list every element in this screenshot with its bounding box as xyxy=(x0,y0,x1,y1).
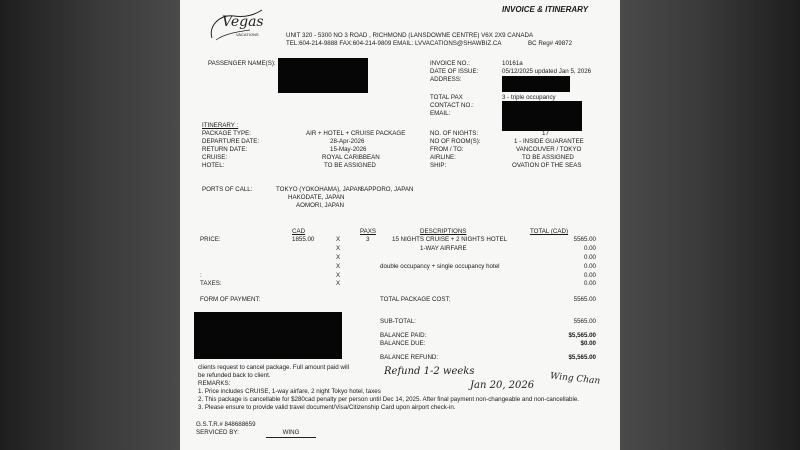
cancellation-note: clients request to cancel package. Full amount paid will xyxy=(198,364,349,371)
total-package-value: 5565.00 xyxy=(573,296,596,303)
multiply-mark: X xyxy=(336,263,341,270)
redacted-payment-details xyxy=(194,312,342,359)
logo-subtext: VACATIONS xyxy=(236,32,259,37)
from-to-value: VANCOUVER / TOKYO xyxy=(516,146,582,153)
company-address: UNIT 320 - 5300 NO 3 ROAD , RICHMOND (LANSDOWNE CENTRE) V6X 2X9 CANADA xyxy=(286,32,534,39)
column-paxs: PAXS xyxy=(360,228,377,235)
line-item-total: 0.00 xyxy=(583,280,596,287)
port-of-call-item: TOKYO (YOKOHAMA), JAPAN xyxy=(276,186,363,193)
company-contact: TEL:604-214-9888 FAX:604-214-9809 EMAIL: LVVACATIONS@SHAWBIZ.CA xyxy=(286,40,502,47)
document-title: INVOICE & ITINERARY xyxy=(502,5,589,14)
balance-due-value: $0.00 xyxy=(580,340,596,347)
from-to-label: FROM / TO: xyxy=(430,146,464,153)
redacted-contact xyxy=(502,101,582,131)
itinerary-heading: ITINERARY : xyxy=(202,122,239,129)
multiply-mark: X xyxy=(336,245,341,252)
cruise-value: ROYAL CARIBBEAN xyxy=(322,154,380,161)
invoice-no-value: 10161a xyxy=(502,60,523,67)
column-cad: CAD xyxy=(292,228,306,235)
email-label: EMAIL: xyxy=(430,110,451,117)
hotel-label: HOTEL: xyxy=(202,162,225,169)
line-item-total: 0.00 xyxy=(583,263,596,270)
balance-due-label: BALANCE DUE: xyxy=(380,340,426,347)
airline-label: AIRLINE: xyxy=(430,154,456,161)
serviced-by-underline xyxy=(266,437,316,438)
company-logo xyxy=(206,8,266,44)
line-item-description: 15 NIGHTS CRUISE + 2 NIGHTS HOTEL xyxy=(392,236,508,243)
background-right xyxy=(620,0,800,450)
rooms-label: NO OF ROOM(S): xyxy=(430,138,481,145)
date-issue-value: 05/12/2025 updated Jan 5, 2026 xyxy=(502,68,592,75)
subtotal-value: 5565.00 xyxy=(573,318,596,325)
handwritten-date: Jan 20, 2026 xyxy=(470,380,535,391)
invoice-document xyxy=(180,0,620,450)
cancellation-note: be refunded back to client. xyxy=(198,372,271,379)
ports-of-call-label: PORTS OF CALL: xyxy=(202,186,253,193)
nights-value: 17 xyxy=(542,130,549,137)
cruise-label: CRUISE: xyxy=(202,154,228,161)
line-item-total: 0.00 xyxy=(583,272,596,279)
balance-paid-label: BALANCE PAID: xyxy=(380,332,427,339)
package-type-value: AIR + HOTEL + CRUISE PACKAGE xyxy=(306,130,406,137)
remark-item: 1. Price includes CRUISE, 1-way airfare, 2 night Tokyo hotel, taxes xyxy=(198,388,381,395)
departure-date-value: 28-Apr-2026 xyxy=(330,138,365,145)
taxes-label: TAXES: xyxy=(200,280,222,287)
handwritten-refund-note: Refund 1-2 weeks xyxy=(384,366,475,377)
line-item-total: 5565.00 xyxy=(573,236,596,243)
background-left xyxy=(0,0,180,450)
line-item-description: double occupancy + single occupancy hotel xyxy=(380,263,500,270)
redacted-address xyxy=(502,76,570,92)
multiply-mark: X xyxy=(336,272,341,279)
price-cad: 1855.00 xyxy=(292,236,315,243)
signature: Wing Chan xyxy=(549,371,601,387)
package-type-label: PACKAGE TYPE: xyxy=(202,130,251,137)
port-of-call-item: SAPPORO, JAPAN xyxy=(360,186,414,193)
multiply-mark: X xyxy=(336,254,341,261)
remark-item: 3. Please ensure to provide valid travel document/Visa/Citizenship Card upon airport check-in. xyxy=(198,404,456,411)
total-package-label: TOTAL PACKAGE COST: xyxy=(380,296,451,303)
balance-refund-label: BALANCE REFUND: xyxy=(380,354,439,361)
remarks-label: REMARKS: xyxy=(198,380,231,387)
ship-value: OVATION OF THE SEAS xyxy=(512,162,582,169)
line-item-total: 0.00 xyxy=(583,254,596,261)
multiply-mark: X xyxy=(336,280,341,287)
invoice-no-label: INVOICE NO.: xyxy=(430,60,470,67)
redacted-passenger-name xyxy=(278,58,368,93)
return-date-label: RETURN DATE: xyxy=(202,146,248,153)
balance-paid-value: $5,565.00 xyxy=(568,332,596,339)
ship-label: SHIP: xyxy=(430,162,447,169)
total-pax-value: 3 - triple occupancy xyxy=(502,94,556,101)
port-of-call-item: HAKODATE, JAPAN xyxy=(288,194,345,201)
total-pax-label: TOTAL PAX xyxy=(430,94,463,101)
column-descriptions: DESCRIPTIONS xyxy=(420,228,467,235)
line-item-total: 0.00 xyxy=(583,245,596,252)
contact-no-label: CONTACT NO.: xyxy=(430,102,474,109)
column-total: TOTAL (CAD) xyxy=(530,228,569,235)
passenger-name-label: PASSENGER NAME(S): xyxy=(208,60,276,67)
gst-number: G.S.T.R.# 848688659 xyxy=(196,421,256,428)
blank-row-label: : xyxy=(200,272,202,279)
return-date-value: 15-May-2026 xyxy=(330,146,367,153)
line-item-description: 1-WAY AIRFARE xyxy=(420,245,467,252)
logo-text: Vegas xyxy=(222,14,264,30)
bc-registration: BC Reg# 49872 xyxy=(528,40,573,47)
airline-value: TO BE ASSIGNED xyxy=(522,154,574,161)
balance-refund-value: $5,565.00 xyxy=(568,354,596,361)
remark-item: 2. This package is cancellable for $280cad penalty per person until Dec 14, 2025. After final payment non-changeable and non-cancellable. xyxy=(198,396,580,403)
date-issue-label: DATE OF ISSUE: xyxy=(430,68,479,75)
nights-label: NO. OF NIGHTS: xyxy=(430,130,479,137)
hotel-value: TO BE ASSIGNED xyxy=(324,162,376,169)
address-label: ADDRESS: xyxy=(430,76,462,83)
price-paxs: 3 xyxy=(366,236,370,243)
serviced-by-label: SERVICED BY: xyxy=(196,429,239,436)
price-label: PRICE: xyxy=(200,236,221,243)
departure-date-label: DEPARTURE DATE: xyxy=(202,138,260,145)
port-of-call-item: AOMORI, JAPAN xyxy=(296,202,345,209)
form-of-payment-label: FORM OF PAYMENT: xyxy=(200,296,261,303)
multiply-mark: X xyxy=(336,236,341,243)
rooms-value: 1 - INSIDE GUARANTEE xyxy=(514,138,584,145)
serviced-by-value: WING xyxy=(282,429,300,436)
subtotal-label: SUB-TOTAL: xyxy=(380,318,416,325)
